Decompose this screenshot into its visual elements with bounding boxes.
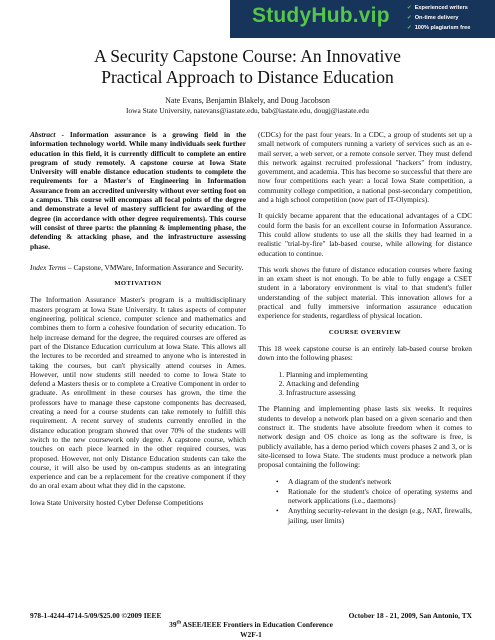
advantages-paragraph: It quickly became apparent that the educational advantages of a CDC could form the basis for an excellent course in Information Assurance. This could allow students to use all the skills they had learned in a realistic "trial-by-fire" lab-based course, while allowing for distance education to continue. xyxy=(258,211,472,258)
section-heading-course-overview: COURSE OVERVIEW xyxy=(328,328,402,336)
right-column xyxy=(258,130,472,526)
perks-list xyxy=(407,3,470,33)
list-item: • Rationale for the student's choice of operating systems and network applications (i.e., daemons) xyxy=(288,487,472,506)
abstract-label: Abstract xyxy=(30,130,56,139)
section-heading-motivation: MOTIVATION xyxy=(114,280,162,288)
list-item: 2. Attacking and defending xyxy=(286,379,472,388)
footer-session-code: W2F-1 xyxy=(240,630,262,639)
paper-title xyxy=(40,46,455,88)
deliverables-list xyxy=(258,477,472,525)
check-icon: ✔ xyxy=(407,5,412,11)
future-paragraph: This work shows the future of distance education courses where faxing in an exam sheet is not enough. To be able to fully engage a CSET student in a laboratory environment is vital to that student's fuller understanding of the subject material. This innovation allows for a practical and fully immersive information assurance education experience for students, regardless of physical location. xyxy=(258,264,472,321)
planning-paragraph: The Planning and implementing phase lasts six weeks. It requires students to develop a network plan based on a given scenario and then construct it. The students have absolute freedom when it comes to network design and OS choice as long as the software is free, is publicly available, has a demo period which covers phases 2 and 3, or is site-licensed to Iowa State. The students must produce a network plan proposal containing the following: xyxy=(258,404,472,470)
footer-conference: 39th ASEE/IEEE Frontiers in Education Conference xyxy=(169,620,333,629)
overview-paragraph: This 18 week capstone course is an entirely lab-based course broken down into the following phases: xyxy=(258,343,472,363)
abstract-text: - Information assurance is a growing field in the information technology world. While many individuals seek further education in this field, it is currently difficult to complete an entire program of study remotely. A capstone course at Iowa State University will enable distance education students to complete the requirements for a Master's of Engineering in Information Assurance from an accredited university without ever setting foot on a campus. This course will encompass all focal points of the degree and demonstrate a level of mastery sufficient for awarding of the degree (in accordance with other degree requirements). This course will consist of three parts: the planning & implementing phase, the defending & attacking phase, and the infrastructure assessing phase. xyxy=(30,130,246,251)
abstract xyxy=(30,130,246,251)
list-item: • Anything security-relevant in the design (e.g., NAT, firewalls, jailing, user limits) xyxy=(288,506,472,525)
phases-list xyxy=(258,370,472,398)
left-column xyxy=(30,130,246,514)
list-item: • A diagram of the student's network xyxy=(288,477,472,486)
affiliation: Iowa State University, natevans@iastate.edu, bab@iastate.edu, dougj@iastate.edu xyxy=(125,106,370,115)
studyhub-logo[interactable]: StudyHub.vip xyxy=(252,4,390,27)
list-item: 1. Planning and implementing xyxy=(286,370,472,379)
index-terms xyxy=(30,263,246,272)
index-terms-text: – Capstone, VMWare, Information Assurance and Security. xyxy=(66,262,244,272)
check-icon: ✔ xyxy=(407,25,412,31)
footer-date-location: October 18 - 21, 2009, San Antonio, TX xyxy=(348,611,472,620)
studyhub-banner[interactable] xyxy=(230,0,495,38)
motivation-paragraph-2: Iowa State University hosted Cyber Defense Competitions xyxy=(30,497,204,507)
title-line-1: A Security Capstone Course: An Innovative xyxy=(94,46,401,66)
authors: Nate Evans, Benjamin Blakely, and Doug Jacobson xyxy=(165,96,330,105)
footer-isbn: 978-1-4244-4714-5/09/$25.00 ©2009 IEEE xyxy=(30,611,162,620)
perk-item: ✔ On-time delivery xyxy=(407,15,459,21)
perk-item: ✔ Experienced writers xyxy=(407,5,468,11)
check-icon: ✔ xyxy=(407,15,412,21)
list-item: 3. Infrastructure assessing xyxy=(286,388,472,397)
motivation-paragraph: The Information Assurance Master's program is a multidisciplinary masters program at Iowa State University. It takes aspects of computer engineering, political science, computer science and mathematics and combines them to form a cohesive foundation of security education. To help increase demand for the degree, the required courses are offered as part of the Distance Education curriculum at Iowa State. This allows all the lectures to be recorded and streamed to anyone who is interested in taking the courses, but can't physically attend courses in Ames. However, until now students still needed to come to Iowa State to defend a Masters thesis or to complete a Creative Component in order to graduate. As enrollment in these courses has grown, the time the professors have to manage these capstone components has decreased, creating a need for a course students can take remotely to fulfill this requirement. A recent survey of students currently enrolled in the distance education program showed that over 70% of the students will switch to the new coursework only degree. A capstone course, which touches on each piece learned in the other required courses, was proposed. However, not only Distance Education students can take the course, it will also be used by on-campus students as an integrating experience and can be a replacement for the creative component if they do an oral exam about what they did in the capstone. xyxy=(30,295,246,491)
title-line-2: Practical Approach to Distance Education xyxy=(101,67,394,87)
perk-item: ✔ 100% plagiarism free xyxy=(407,25,471,31)
cdc-paragraph: (CDCs) for the past four years. In a CDC, a group of students set up a small network of computers running a variety of services such as an e-mail server, a web server, or a remote console server. They must defend this network against recruited professional "hackers" from industry, government, and academia. This has become so successful that there are now four competitions each year: a local Iowa State competition, a community college competition, a national post-secondary competition, and a high school competition (now part of IT-Olympics). xyxy=(258,130,472,205)
index-terms-label: Index Terms xyxy=(30,262,67,272)
